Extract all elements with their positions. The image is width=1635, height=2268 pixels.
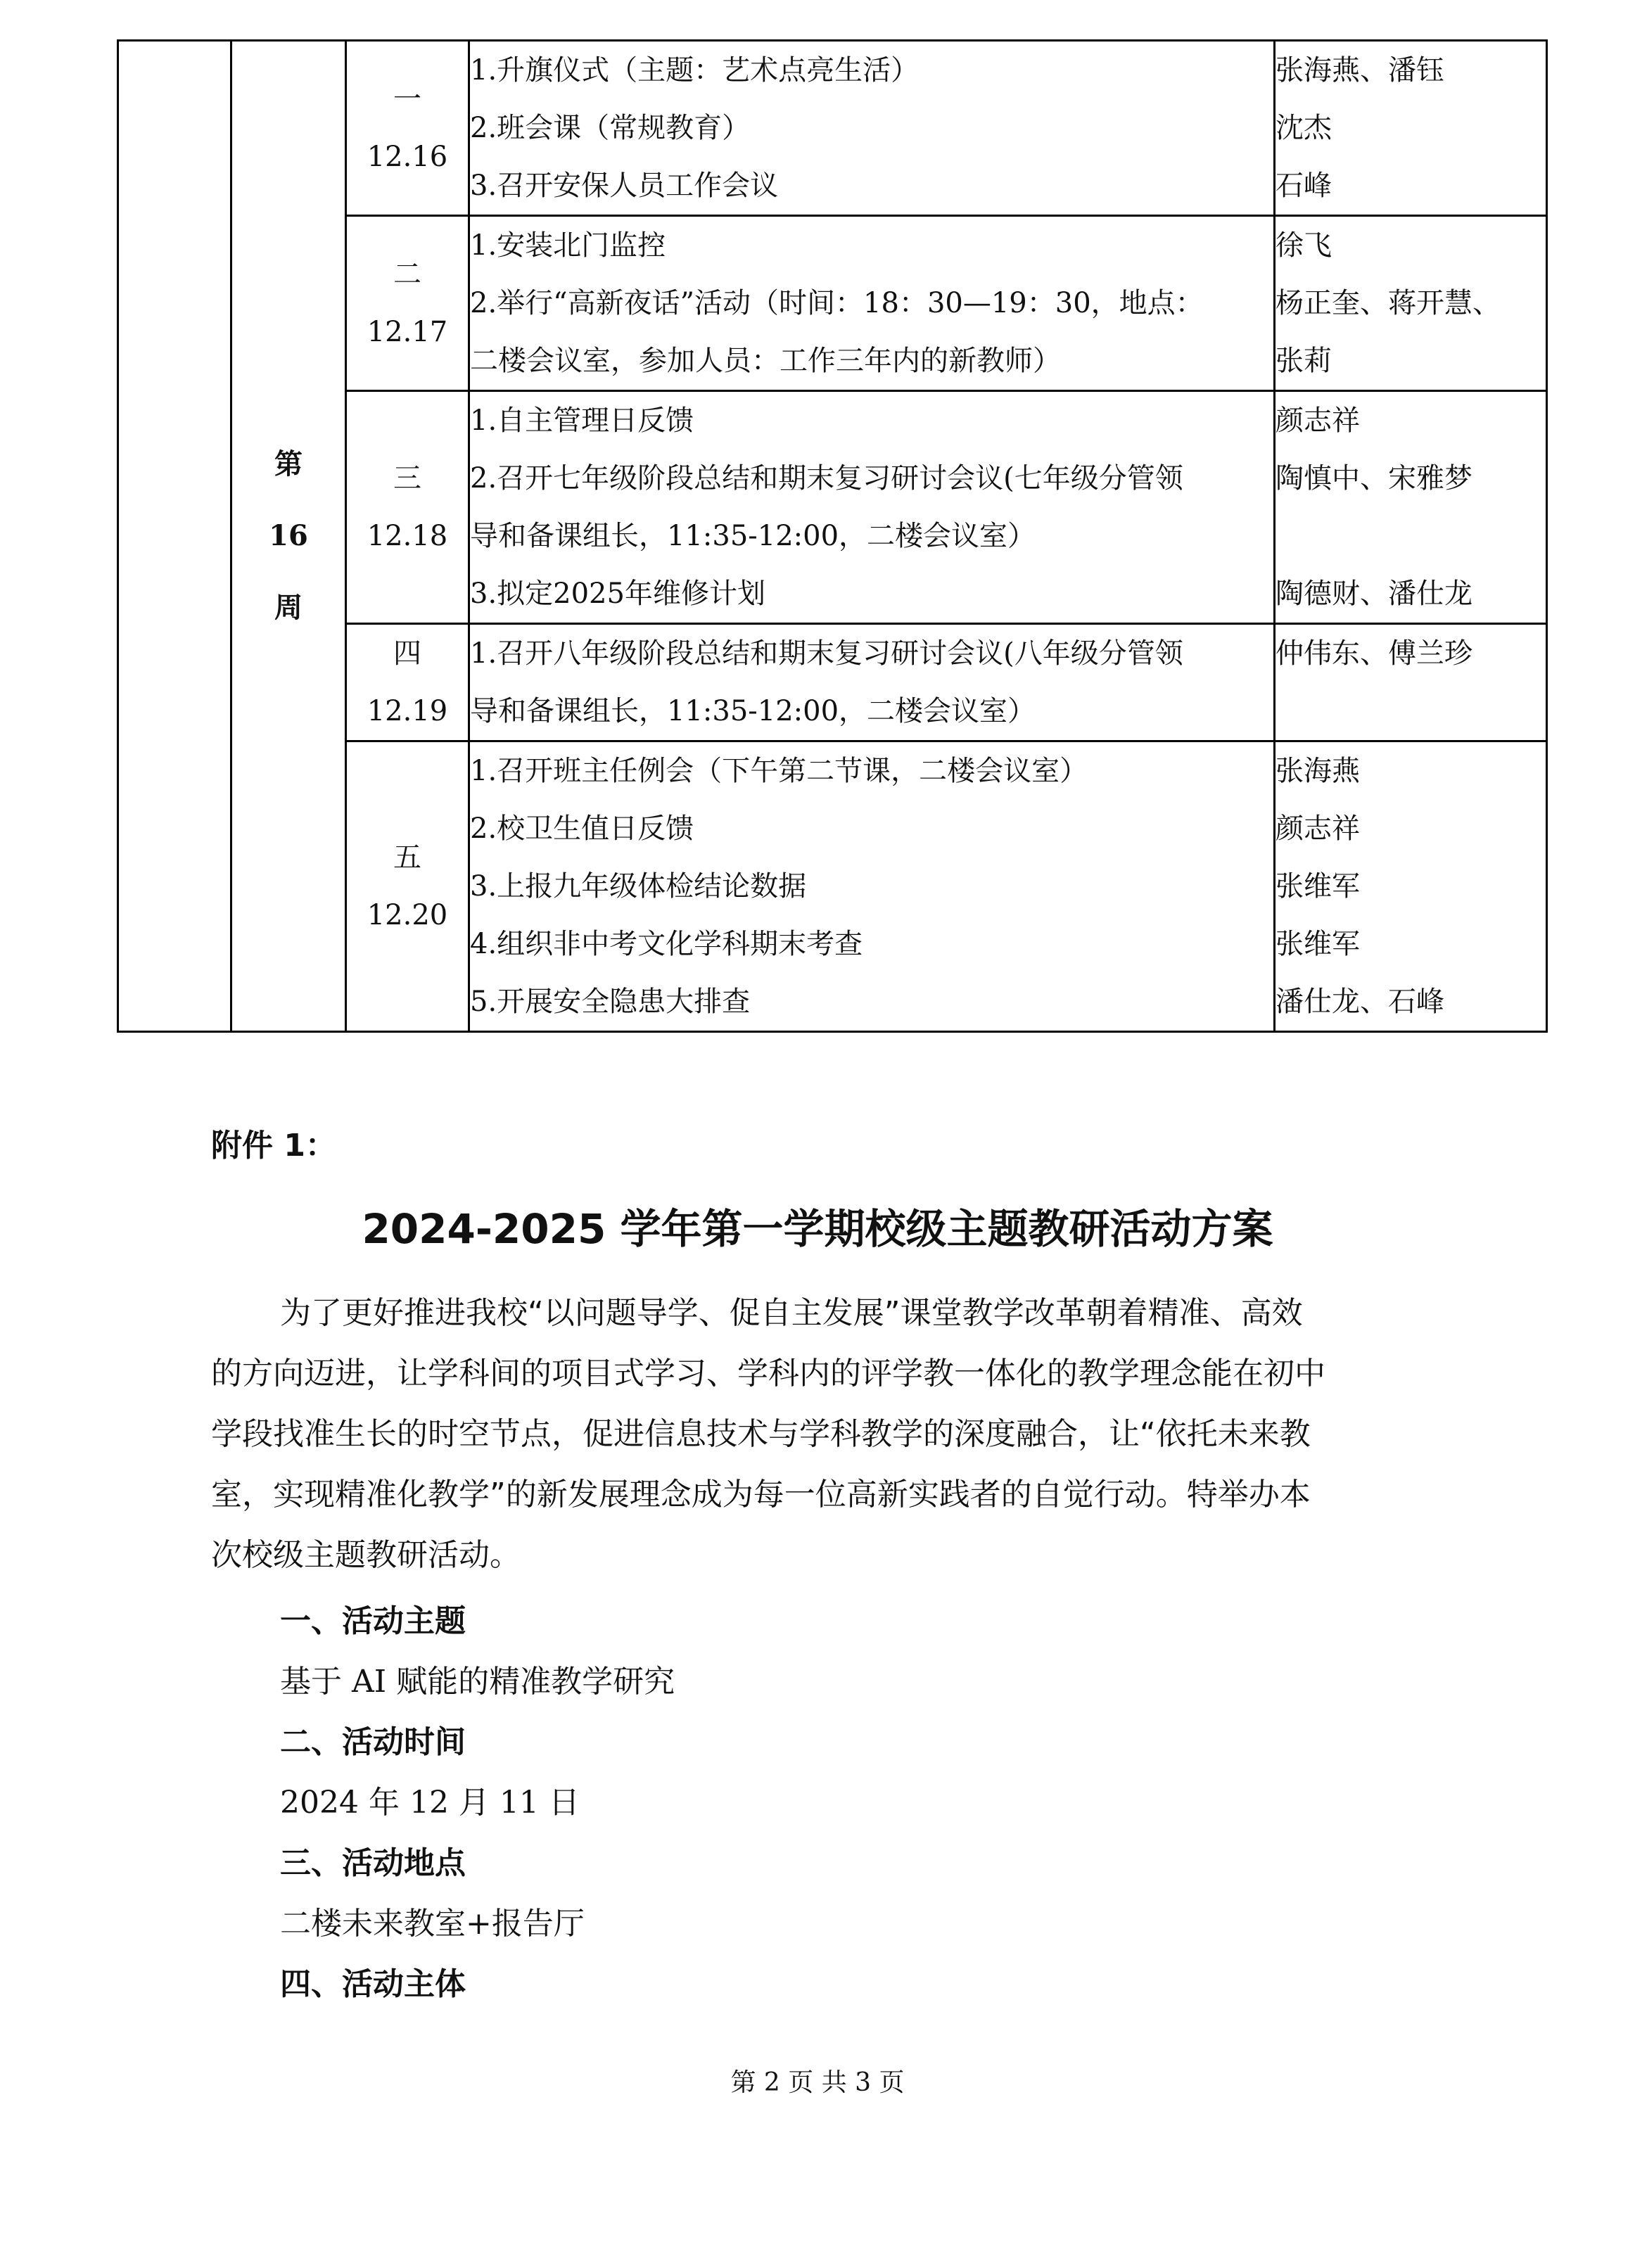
responsible-person: 杨正奎、蒋开慧、 <box>1275 287 1501 319</box>
annex-label: 附件 1： <box>211 1128 336 1164</box>
paragraph-line: 室，实现精准化教学”的新发展理念成为每一位高新实践者的自觉行动。特举办本 <box>211 1477 1311 1512</box>
responsible-person: 潘仕龙、石峰 <box>1275 986 1444 1018</box>
responsible-people-cell <box>1275 741 1547 1032</box>
responsible-person: 张维军 <box>1275 928 1360 960</box>
activity-item: 1.自主管理日反馈 <box>470 404 694 437</box>
weekday-label: 二 <box>393 258 421 291</box>
week-label-cell <box>231 41 346 1032</box>
activity-item: 2.举行“高新夜话”活动（时间：18：30—19：30，地点： <box>470 287 1204 319</box>
activity-items-cell <box>469 624 1275 741</box>
date-label: 12.17 <box>367 316 448 348</box>
responsible-person: 沈杰 <box>1275 112 1332 144</box>
table-row <box>118 41 1547 216</box>
responsible-person: 石峰 <box>1275 170 1332 202</box>
responsible-person: 颜志祥 <box>1275 404 1360 437</box>
activity-item: 2.校卫生值日反馈 <box>470 813 694 845</box>
activity-item: 3.上报九年级体检结论数据 <box>470 870 807 903</box>
paragraph-line: 学段找准生长的时空节点，促进信息技术与学科教学的深度融合，让“依托未来教 <box>211 1416 1311 1452</box>
section-text-location: 二楼未来教室+报告厅 <box>280 1906 585 1942</box>
responsible-person: 徐飞 <box>1275 229 1332 262</box>
section-text-theme: 基于 AI 赋能的精准教学研究 <box>280 1664 675 1700</box>
date-label: 12.18 <box>367 520 448 552</box>
responsible-person: 张海燕、潘钰 <box>1275 54 1444 87</box>
blank-column-cell <box>118 41 231 1032</box>
activity-item: 2.召开七年级阶段总结和期末复习研讨会议(七年级分管领 <box>470 462 1183 495</box>
day-cell <box>346 41 469 216</box>
activity-item: 1.安装北门监控 <box>470 229 666 262</box>
week-label-part: 16 <box>269 519 308 552</box>
responsible-person: 张莉 <box>1275 345 1332 377</box>
activity-item: 1.召开八年级阶段总结和期末复习研讨会议(八年级分管领 <box>470 637 1183 670</box>
activity-item: 1.召开班主任例会（下午第二节课，二楼会议室） <box>470 755 1088 787</box>
responsible-person: 陶德财、潘仕龙 <box>1275 578 1472 610</box>
activity-items-cell <box>469 741 1275 1032</box>
section-text-time: 2024 年 12 月 11 日 <box>280 1785 580 1821</box>
weekday-label: 一 <box>393 83 421 115</box>
activity-items-cell <box>469 391 1275 624</box>
section-heading-location: 三、活动地点 <box>280 1845 466 1881</box>
responsible-person <box>1275 682 1546 740</box>
responsible-person: 陶慎中、宋雅梦 <box>1275 462 1472 495</box>
activity-item: 4.组织非中考文化学科期末考查 <box>470 928 863 960</box>
day-cell <box>346 391 469 624</box>
day-cell <box>346 741 469 1032</box>
activity-item: 二楼会议室，参加人员：工作三年内的新教师） <box>470 345 1061 377</box>
intro-paragraph <box>211 1283 1442 1586</box>
paragraph-line: 次校级主题教研活动。 <box>211 1537 521 1573</box>
paragraph-line: 为了更好推进我校“以问题导学、促自主发展”课堂教学改革朝着精准、高效 <box>280 1295 1303 1331</box>
week-label-part: 第 <box>274 447 303 480</box>
activity-item: 导和备课组长，11:35-12:00，二楼会议室） <box>470 520 1036 552</box>
activity-item: 1.升旗仪式（主题：艺术点亮生活） <box>470 54 920 87</box>
weekday-label: 五 <box>393 841 421 874</box>
section-heading-theme: 一、活动主题 <box>280 1603 466 1639</box>
activity-item: 导和备课组长，11:35-12:00，二楼会议室） <box>470 695 1036 727</box>
activity-items-cell <box>469 216 1275 391</box>
weekday-label: 四 <box>393 637 421 670</box>
responsible-person: 颜志祥 <box>1275 813 1360 845</box>
date-label: 12.19 <box>367 695 448 727</box>
weekly-schedule-table <box>117 39 1548 1033</box>
weekday-label: 三 <box>393 462 421 495</box>
day-cell <box>346 624 469 741</box>
activity-item: 5.开展安全隐患大排查 <box>470 986 751 1018</box>
document-title: 2024-2025 学年第一学期校级主题教研活动方案 <box>362 1205 1273 1253</box>
paragraph-line: 的方向迈进，让学科间的项目式学习、学科内的评学教一体化的教学理念能在初中 <box>211 1356 1325 1391</box>
week-label-part: 周 <box>274 591 303 624</box>
date-label: 12.16 <box>367 141 448 173</box>
responsible-person: 张海燕 <box>1275 755 1360 787</box>
responsible-people-cell <box>1275 624 1547 741</box>
activity-item: 3.拟定2025年维修计划 <box>470 578 765 610</box>
responsible-people-cell <box>1275 391 1547 624</box>
page-footer: 第 2 页 共 3 页 <box>730 2068 905 2097</box>
responsible-people-cell <box>1275 41 1547 216</box>
activity-item: 3.召开安保人员工作会议 <box>470 170 779 202</box>
day-cell <box>346 216 469 391</box>
responsible-person: 仲伟东、傅兰珍 <box>1275 637 1472 670</box>
responsible-person <box>1275 507 1546 565</box>
section-heading-participants: 四、活动主体 <box>280 1966 466 2002</box>
responsible-person: 张维军 <box>1275 870 1360 903</box>
responsible-people-cell <box>1275 216 1547 391</box>
date-label: 12.20 <box>367 899 448 931</box>
activity-item: 2.班会课（常规教育） <box>470 112 751 144</box>
activity-items-cell <box>469 41 1275 216</box>
section-heading-time: 二、活动时间 <box>280 1724 466 1760</box>
